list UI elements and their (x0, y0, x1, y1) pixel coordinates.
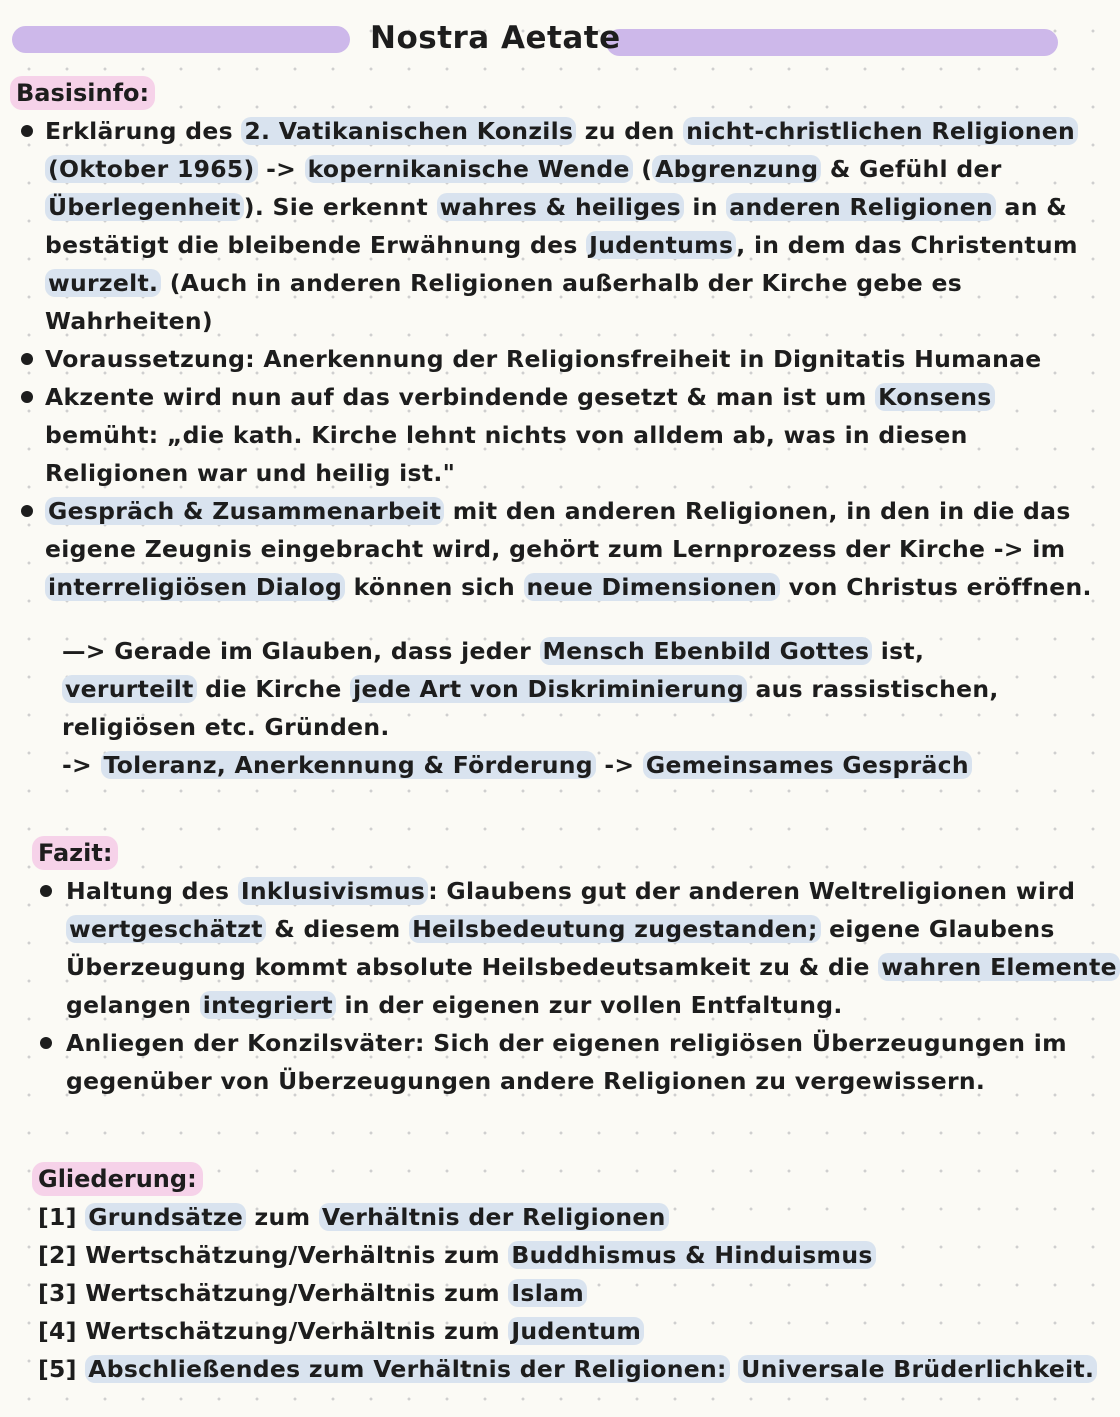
text-segment: bemüht: „die kath. Kirche lehnt nichts von alldem ab, was in diesen (45, 421, 968, 449)
page-title: Nostra Aetate (370, 20, 621, 56)
text-segment: gegenüber von Überzeugungen andere Religionen zu vergewissern. (66, 1067, 986, 1095)
highlighted-text: Judentum (508, 1317, 644, 1345)
text-segment: : Glaubens gut der anderen Weltreligionen wird (428, 877, 1076, 905)
text-segment: können sich (345, 573, 524, 601)
fazit-line (66, 986, 843, 1024)
text-segment: zu den (576, 117, 684, 145)
text-segment: ist, (872, 637, 925, 665)
fazit-line (66, 910, 1055, 948)
highlighted-text: nicht-christlichen Religionen (683, 117, 1078, 145)
highlighted-text: Verhältnis der Religionen (319, 1203, 669, 1231)
basisinfo-line (45, 340, 1042, 378)
text-segment: eigene Zeugnis eingebracht wird, gehört zum Lernprozess der Kirche -> im (45, 535, 1066, 563)
text-segment: -> (62, 751, 101, 779)
fazit-heading: Fazit: (32, 836, 118, 870)
bullet-icon (21, 125, 33, 137)
text-segment: & diesem (265, 915, 410, 943)
text-segment: Haltung des (66, 877, 238, 905)
gliederung-item (38, 1274, 587, 1312)
highlighted-text: anderen Religionen (726, 193, 996, 221)
gliederung-item (38, 1350, 1097, 1388)
text-segment: Anliegen der Konzilsväter: Sich der eigenen religiösen Überzeugungen im (66, 1029, 1067, 1057)
highlighted-text: Überlegenheit (45, 193, 244, 221)
text-segment: in der eigenen zur vollen Entfaltung. (335, 991, 843, 1019)
text-segment: & Gefühl der (821, 155, 1002, 183)
highlighted-text: 2. Vatikanischen Konzils (241, 117, 576, 145)
highlighted-text: Gemeinsames Gespräch (643, 751, 972, 779)
text-segment: eigene Glaubens (820, 915, 1055, 943)
fazit-line (66, 1024, 1067, 1062)
bullet-icon (40, 885, 52, 897)
text-segment: ( (632, 155, 653, 183)
basisinfo-line (45, 454, 455, 492)
text-segment: religiösen etc. Gründen. (62, 713, 390, 741)
fazit-line (66, 948, 1120, 986)
text-segment: zum (246, 1203, 319, 1231)
highlighted-text: Heilsbedeutung zugestanden; (409, 915, 821, 943)
basisinfo-line (45, 264, 962, 302)
text-segment: gelangen (66, 991, 200, 1019)
text-segment: an & (996, 193, 1068, 221)
bullet-icon (40, 1037, 52, 1049)
text-segment: (Auch in anderen Religionen außerhalb der Kirche gebe es (161, 269, 963, 297)
basisinfo-line (45, 302, 213, 340)
fazit-line (66, 872, 1075, 910)
highlighted-text: Gespräch & Zusammenarbeit (45, 497, 444, 525)
highlighted-text: Mensch Ebenbild Gottes (540, 637, 873, 665)
text-segment: [4] Wertschätzung/Verhältnis zum (38, 1317, 509, 1345)
highlighted-text: Inklusivismus (238, 877, 428, 905)
basisinfo-line (45, 150, 1002, 188)
text-segment: von Christus eröffnen. (780, 573, 1092, 601)
title-bar-left (12, 26, 350, 53)
text-segment (730, 1355, 738, 1383)
text-segment: , in dem das Christentum (736, 231, 1078, 259)
basisinfo-line (45, 112, 1078, 150)
highlighted-text: interreligiösen Dialog (45, 573, 345, 601)
text-segment: ). Sie erkennt (243, 193, 437, 221)
basisinfo-line (45, 416, 968, 454)
highlighted-text: Judentums (586, 231, 736, 259)
highlighted-text: Toleranz, Anerkennung & Förderung (101, 751, 596, 779)
highlighted-text: Islam (508, 1279, 587, 1307)
basisinfo-line (45, 378, 995, 416)
text-segment: Überzeugung kommt absolute Heilsbedeutsamkeit zu & die (66, 953, 879, 981)
note-line (62, 632, 924, 670)
highlighted-text: Abschließendes zum Verhältnis der Religionen: (85, 1355, 730, 1383)
text-segment: in (683, 193, 727, 221)
basisinfo-line (45, 530, 1065, 568)
text-segment: -> (257, 155, 305, 183)
basisinfo-line (45, 226, 1078, 264)
highlighted-text: wahren Elemente (878, 953, 1120, 981)
note-line (62, 670, 999, 708)
highlighted-text: Universale Brüderlichkeit. (738, 1355, 1097, 1383)
text-segment: [3] Wertschätzung/Verhältnis zum (38, 1279, 509, 1307)
text-segment: [5] (38, 1355, 86, 1383)
bullet-icon (21, 505, 33, 517)
text-segment: Voraussetzung: Anerkennung der Religionsfreiheit in Dignitatis Humanae (45, 345, 1042, 373)
text-segment: [2] Wertschätzung/Verhältnis zum (38, 1241, 509, 1269)
highlighted-text: (Oktober 1965) (45, 155, 258, 183)
highlighted-text: wahres & heiliges (437, 193, 684, 221)
basisinfo-line (45, 492, 1071, 530)
highlighted-text: neue Dimensionen (524, 573, 781, 601)
basisinfo-heading: Basisinfo: (10, 76, 155, 110)
gliederung-item (38, 1236, 876, 1274)
highlighted-text: wertgeschätzt (66, 915, 266, 943)
text-segment: mit den anderen Religionen, in den in die das (444, 497, 1071, 525)
highlighted-text: Abgrenzung (652, 155, 821, 183)
text-segment: -> (595, 751, 643, 779)
highlighted-text: verurteilt (62, 675, 197, 703)
basisinfo-line (45, 568, 1092, 606)
highlighted-text: Konsens (875, 383, 994, 411)
gliederung-item (38, 1198, 669, 1236)
bullet-icon (21, 353, 33, 365)
text-segment: Erklärung des (45, 117, 242, 145)
bullet-icon (21, 391, 33, 403)
text-segment: —> Gerade im Glauben, dass jeder (62, 637, 540, 665)
title-bar-right (606, 29, 1058, 56)
text-segment: bestätigt die bleibende Erwähnung des (45, 231, 587, 259)
text-segment: Akzente wird nun auf das verbindende gesetzt & man ist um (45, 383, 876, 411)
text-segment: die Kirche (196, 675, 351, 703)
gliederung-heading: Gliederung: (32, 1162, 203, 1196)
basisinfo-line (45, 188, 1067, 226)
highlighted-text: jede Art von Diskriminierung (350, 675, 747, 703)
highlighted-text: kopernikanische Wende (305, 155, 633, 183)
note-line (62, 746, 972, 784)
text-segment: [1] (38, 1203, 86, 1231)
text-segment: Religionen war und heilig ist." (45, 459, 456, 487)
note-line (62, 708, 390, 746)
text-segment: Wahrheiten) (45, 307, 213, 335)
highlighted-text: Buddhismus & Hinduismus (508, 1241, 875, 1269)
fazit-line (66, 1062, 985, 1100)
gliederung-item (38, 1312, 644, 1350)
text-segment: aus rassistischen, (746, 675, 999, 703)
highlighted-text: wurzelt. (45, 269, 161, 297)
highlighted-text: integriert (200, 991, 336, 1019)
highlighted-text: Grundsätze (85, 1203, 246, 1231)
